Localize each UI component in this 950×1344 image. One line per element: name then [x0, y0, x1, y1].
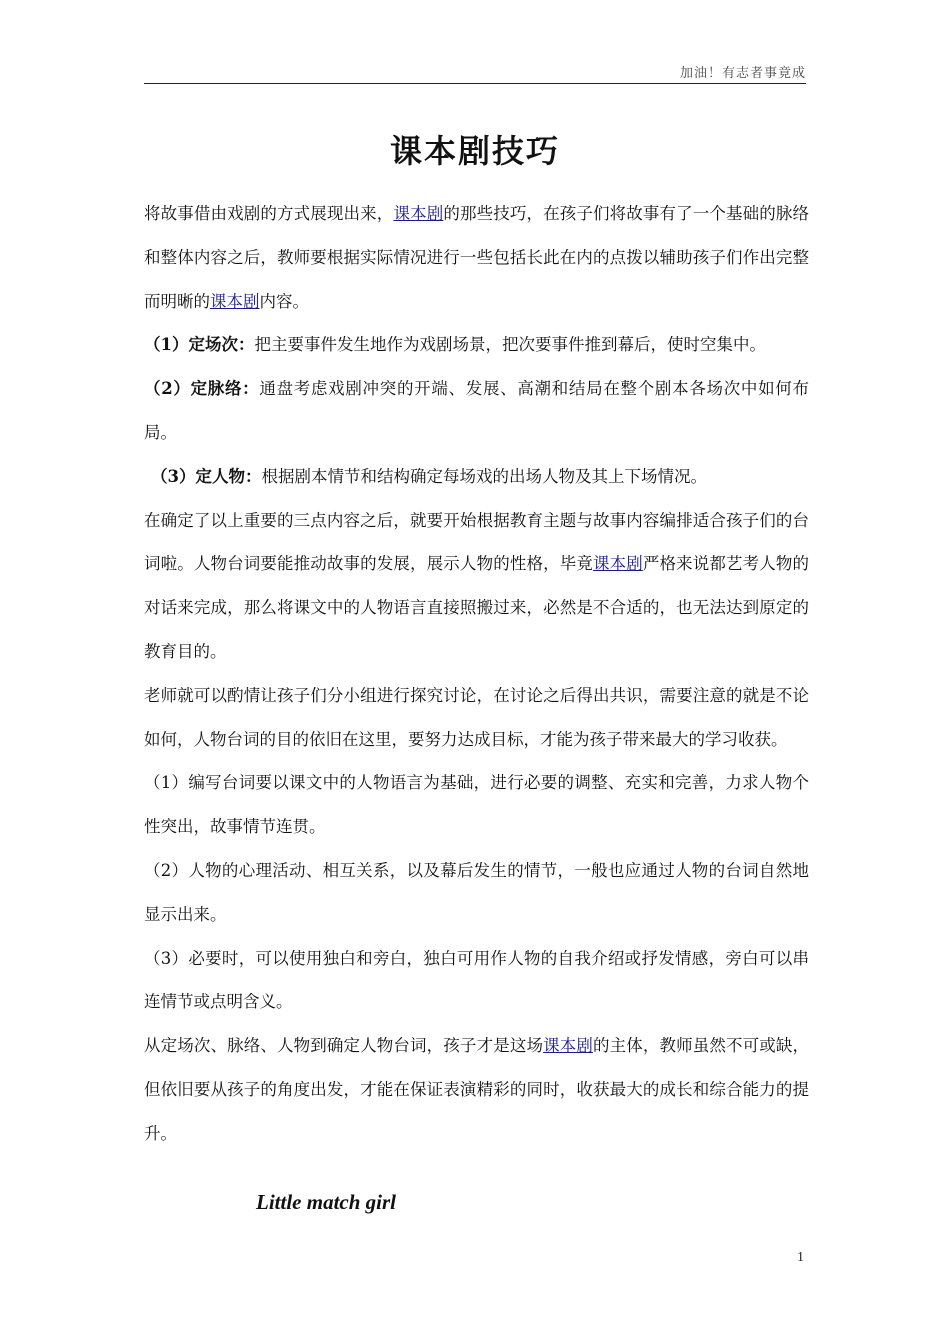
link-kebenju-3[interactable]: 课本剧: [592, 554, 643, 574]
conclusion-text-1: 从定场次、脉络、人物到确定人物台词，孩子才是这场: [144, 1036, 544, 1056]
dialogue-text-2: 严格来说都艺考人物的对话来完成，那么将课文中的人物语言直接照搬过来，必然是不合适的，也无法达到原定的教育目的。: [144, 554, 810, 661]
header-rule: [144, 83, 806, 84]
teacher-paragraph: 老师就可以酌情让孩子们分小组进行探究讨论，在讨论之后得出共识，需要注意的就是不论如何，人物台词的目的依旧在这里，要努力达成目标，才能为孩子带来最大的学习收获。: [144, 685, 809, 749]
step-item-scene: [144, 323, 809, 367]
step-text: 把主要事件发生地作为戏剧场景，把次要事件推到幕后，使时空集中。: [254, 335, 766, 355]
rule-item: （1）编写台词要以课文中的人物语言为基础，进行必要的调整、充实和完善，力求人物个性突出，故事情节连贯。: [144, 773, 809, 837]
intro-paragraph: [144, 192, 809, 323]
dialogue-intro-paragraph: [144, 499, 809, 674]
document-body: [144, 192, 809, 1156]
step-text: 通盘考虑戏剧冲突的开端、发展、高潮和结局在整个剧本各场次中如何布局。: [144, 379, 810, 442]
dialogue-text-1: 在确定了以上重要的三点内容之后，就要开始根据教育主题与故事内容编排适合孩子们的台词啦。人物台词要能推动故事的发展，展示人物的性格，毕竟: [144, 510, 809, 574]
conclusion-paragraph: [144, 1024, 809, 1155]
step-text: 根据剧本情节和结构确定每场戏的出场人物及其上下场情况。: [261, 466, 707, 486]
link-kebenju-2[interactable]: 课本剧: [210, 291, 260, 311]
rule-item: （3）必要时，可以使用独白和旁白，独白可用作人物的自我介绍或抒发情感，旁白可以串连情节或点明含义。: [144, 948, 809, 1012]
intro-text-2: 的那些技巧，在孩子们将故事有了一个基础的脉络和整体内容之后，教师要根据实际情况进行一些包括长此在内的点拨以辅助孩子们作出完整而明晰的: [144, 204, 810, 311]
english-title: Little match girl: [256, 1190, 396, 1214]
step-item-plot: [144, 367, 809, 455]
rule-item: （2）人物的心理活动、相互关系，以及幕后发生的情节，一般也应通过人物的台词自然地显示出来。: [144, 860, 809, 924]
link-kebenju-1[interactable]: 课本剧: [393, 204, 444, 223]
step-label: （3）定人物：: [151, 466, 262, 486]
step-label: （1）定场次：: [144, 335, 255, 355]
document-title: 课本剧技巧: [389, 132, 560, 170]
intro-text-1: 将故事借由戏剧的方式展现出来，: [144, 204, 394, 223]
conclusion-text-2: 的主体，教师虽然不可或缺，但依旧要从孩子的角度出发，才能在保证表演精彩的同时，收获最大的成长和综合能力的提升。: [144, 1036, 810, 1143]
step-label: （2）定脉络：: [144, 379, 260, 399]
link-kebenju-4[interactable]: 课本剧: [543, 1036, 593, 1056]
step-item-characters: [144, 455, 809, 499]
page-number: 1: [797, 1250, 804, 1265]
intro-text-3: 内容。: [259, 291, 309, 311]
header-motto: 加油！有志者事竟成: [679, 66, 806, 81]
